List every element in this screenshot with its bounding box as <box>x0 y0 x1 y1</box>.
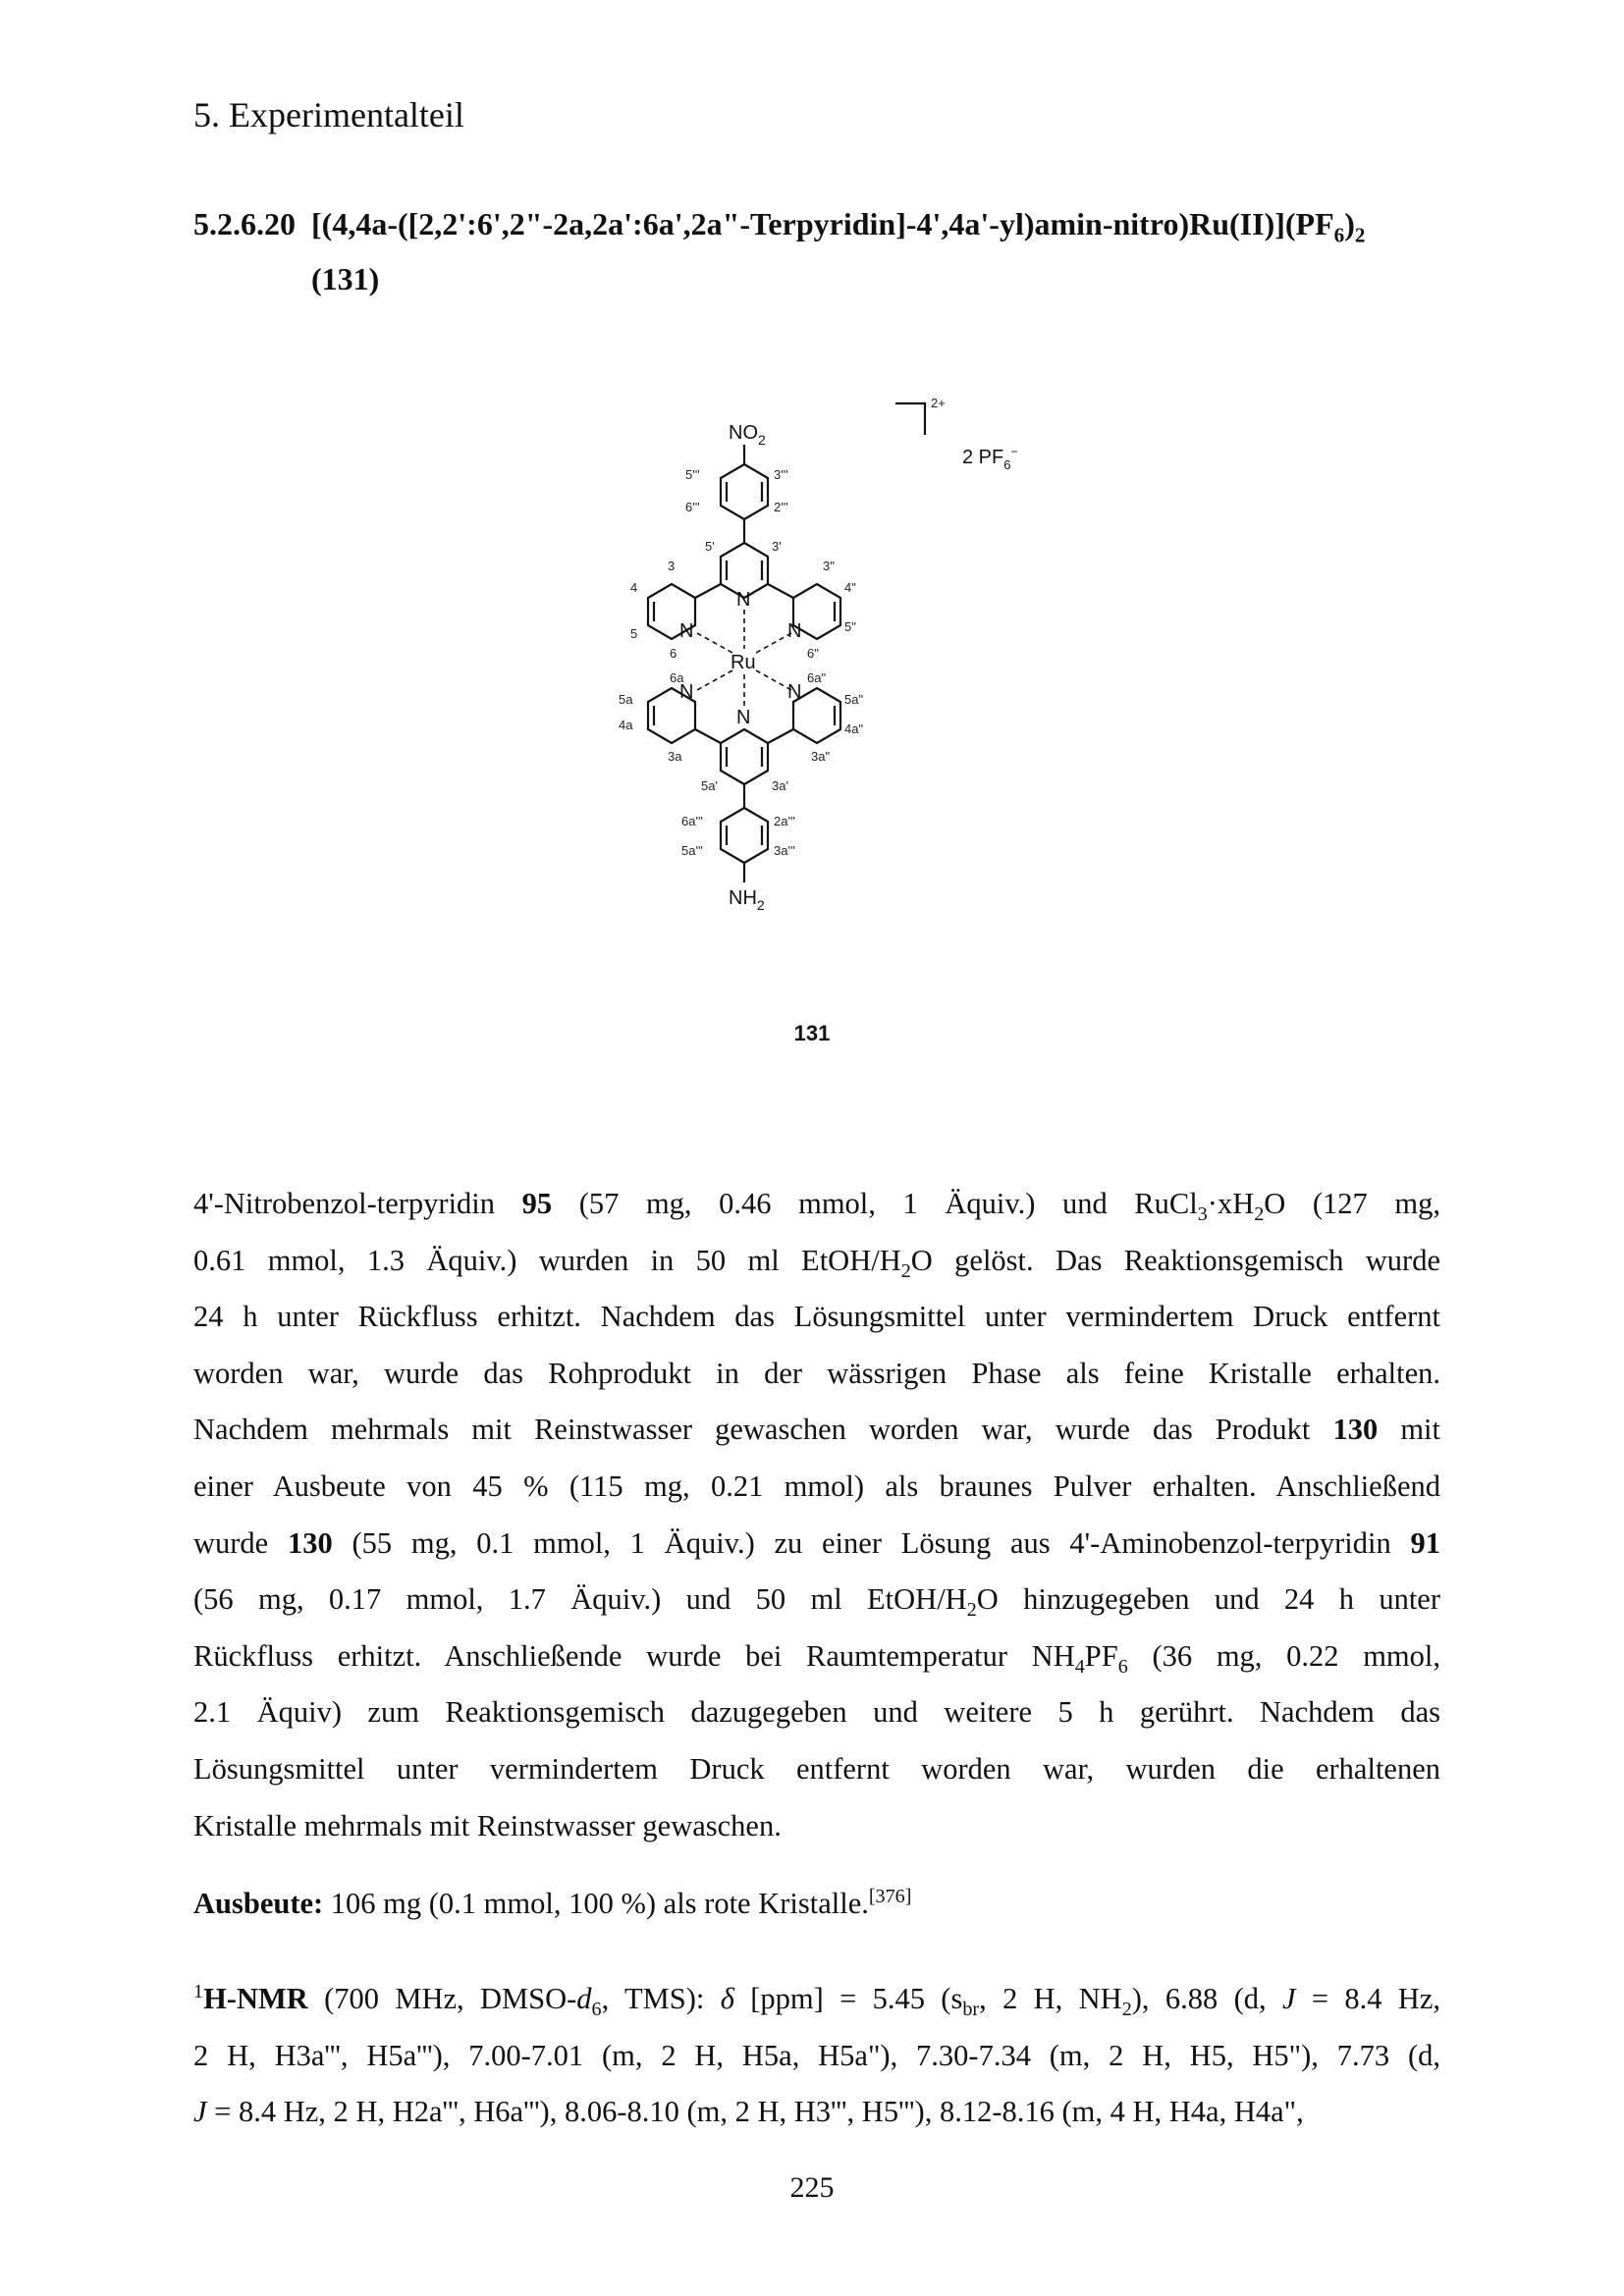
label-6app: 6a" <box>807 670 827 685</box>
nitrogen-atom: N <box>679 681 694 703</box>
label-5ap: 5a' <box>701 778 718 793</box>
no2-group: $NO_2$ <box>729 422 766 448</box>
yield-text: 106 mg (0.1 mmol, 100 %) als rote Kristalle. <box>323 1887 869 1920</box>
nh2-group: $NH_2$ <box>729 887 765 913</box>
label-4app: 4a" <box>844 721 864 736</box>
label-5app: 5a" <box>844 692 864 707</box>
nitrogen-atom: N <box>736 589 751 611</box>
label-3pp: 3" <box>823 559 835 573</box>
label-6a: 6a <box>670 670 684 685</box>
text-line: Kristalle mehrmals mit Reinstwasser gewaschen. <box>193 1808 782 1842</box>
text-line: 0.61 mmol, 1.3 Äquiv.) wurden in 50 ml EtOH/$H_2O$ gelöst. Das Reaktionsgemisch wurde <box>193 1243 1440 1282</box>
text-line: worden war, wurde das Rohprodukt in der wässrigen Phase als feine Kristalle erhalten. <box>193 1356 1440 1390</box>
label-5pp: 5" <box>844 619 856 634</box>
pyridine-bottom-central <box>721 729 768 784</box>
label-2appp: 2a''' <box>774 814 795 828</box>
text-line: $^1$H-NMR (700 MHz, DMSO-$d_6$, TMS): δ [ppm] = 5.45 ($s_{br}$, 2 H, $NH_2$), 6.88 (d, J = 8.4 Hz, <box>193 1980 1440 2021</box>
label-4pp: 4" <box>844 580 856 595</box>
charge-bracket <box>895 403 925 435</box>
text-line: 4'-Nitrobenzol-terpyridin 95 (57 mg, 0.46 mmol, 1 Äquiv.) und $RuCl_3\cdot xH_2O$ (127 mg, <box>193 1187 1440 1226</box>
text-line: 24 h unter Rückfluss erhitzt. Nachdem das Lösungsmittel unter vermindertem Druck entfernt <box>193 1300 1440 1334</box>
label-4a: 4a <box>619 718 633 732</box>
label-5a: 5a <box>619 692 633 707</box>
label-3ap: 3a' <box>772 778 788 793</box>
label-3app: 3a" <box>811 749 831 764</box>
text-line: 2.1 Äquiv) zum Reaktionsgemisch dazugegeben und weitere 5 h gerührt. Nachdem das <box>193 1695 1440 1730</box>
label-3appp: 3a''' <box>774 843 795 858</box>
label-4: 4 <box>630 580 638 595</box>
section-heading <box>193 196 1450 306</box>
charge-label: 2+ <box>931 396 946 410</box>
label-2ppp: 2''' <box>774 500 788 514</box>
label-3ppp: 3''' <box>774 467 788 482</box>
text-line: J = 8.4 Hz, 2 H, H2a''', H6a'''), 8.06-8.10 (m, 2 H, H3''', H5'''), 8.12-8.16 (m, 4 H, H4a, H4a", <box>193 2095 1304 2129</box>
section-number: 5.2.6.20 <box>193 206 296 241</box>
chemical-structure <box>560 388 1070 996</box>
label-5appp: 5a''' <box>681 843 703 858</box>
label-5ppp: 5''' <box>685 467 700 482</box>
label-6pp: 6" <box>807 646 819 661</box>
compound-label: 131 <box>793 1021 831 1045</box>
phenyl-ring-top <box>721 464 768 519</box>
page-number: 225 <box>789 2171 835 2204</box>
nitrogen-atom: N <box>736 707 751 728</box>
phenyl-ring-bottom <box>721 808 768 863</box>
ruthenium-atom: Ru <box>731 652 756 673</box>
label-6ppp: 6''' <box>685 500 700 514</box>
yield-line <box>193 1887 911 1921</box>
text-line: Rückfluss erhitzt. Anschließende wurde bei Raumtemperatur $NH_4PF_6$ (36 mg, 0.22 mmol, <box>193 1638 1440 1678</box>
text-line: Nachdem mehrmals mit Reinstwasser gewaschen worden war, wurde das Produkt 130 mit <box>193 1413 1440 1447</box>
text-line: wurde 130 (55 mg, 0.1 mmol, 1 Äquiv.) zu einer Lösung aus 4'-Aminobenzol-terpyridin 91 <box>193 1525 1440 1560</box>
label-5p: 5' <box>705 539 715 554</box>
label-6appp: 6a''' <box>681 814 703 828</box>
text-line: 2 H, H3a''', H5a'''), 7.00-7.01 (m, 2 H, H5a, H5a"), 7.30-7.34 (m, 2 H, H5, H5"), 7.73 (d, <box>193 2038 1440 2072</box>
label-5: 5 <box>630 626 638 641</box>
nitrogen-atom: N <box>679 620 694 642</box>
section-title: $[(4,4a-([2,2':6',2"-2a,2a':6a',2a"-Terpyridin]-4',4a'-yl)amin-nitro)Ru(II)](PF_6)_2$ <box>311 206 1366 247</box>
label-3p: 3' <box>772 539 782 554</box>
text-line: einer Ausbeute von 45 % (115 mg, 0.21 mmol) als braunes Pulver erhalten. Anschließend <box>193 1468 1440 1503</box>
label-6: 6 <box>670 646 677 661</box>
chapter-heading: 5. Experimentalteil <box>193 95 464 134</box>
text-line: (56 mg, 0.17 mmol, 1.7 Äquiv.) und 50 ml EtOH/$H_2O$ hinzugegeben und 24 h unter <box>193 1582 1440 1622</box>
nitrogen-atom: N <box>787 681 802 703</box>
procedure-paragraph <box>193 1176 1440 1854</box>
text-line: Lösungsmittel unter vermindertem Druck entfernt worden war, wurden die erhaltenen <box>193 1751 1440 1786</box>
nitrogen-atom: N <box>787 620 802 642</box>
yield-label: Ausbeute: <box>193 1887 324 1920</box>
reference-number: [376] <box>868 1885 912 1907</box>
nmr-paragraph <box>193 1971 1440 2141</box>
compound-number-heading: (131) <box>311 261 380 296</box>
counterion-label: 2 $PF_6^-$ <box>962 445 1018 472</box>
label-3a: 3a <box>668 749 682 764</box>
label-3: 3 <box>668 559 676 573</box>
